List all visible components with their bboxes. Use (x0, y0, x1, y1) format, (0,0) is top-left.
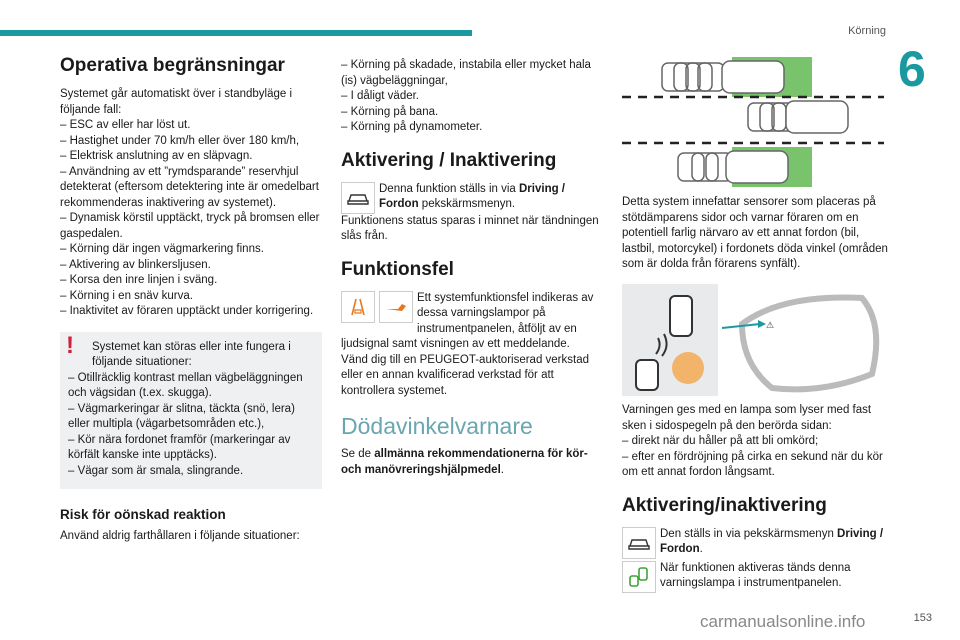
blind-spot-ref: Se de allmänna rekommendationerna för kör- och manövreringshjälpmedel. (341, 448, 588, 476)
mirror-illustration (622, 284, 884, 396)
svg-text:⚠: ⚠ (766, 320, 775, 330)
fault-title: Funktionsfel (341, 258, 454, 280)
header-accent-bar (0, 30, 472, 36)
list-item: – Korsa den inre linjen i sväng. (60, 274, 218, 286)
column-2 (341, 58, 603, 478)
list-item: – Dynamisk körstil upptäckt, tryck på bromsen eller gaspedalen. (60, 212, 320, 240)
warning-box (60, 332, 322, 490)
column-3 (622, 195, 888, 273)
list-item: – I dåligt väder. (341, 90, 419, 102)
lane-illustration (622, 55, 884, 190)
warning-intro-text: Varningen ges med en lampa som lyser med fast sken i sidospegeln på den berörda sidan: (622, 404, 872, 432)
risk-title: Risk för oönskad reaktion (60, 507, 226, 522)
blind-spot-icon (622, 561, 656, 593)
section-name: Körning (848, 25, 886, 37)
risk-text: Använd aldrig farthållaren i följande situationer: (60, 529, 300, 542)
list-item: – Användning av ett ”rymdsparande” reservhjul detekterat (eftersom detektering inte är omedelbart rekommenderas inaktivering av systemet). (60, 165, 319, 209)
list-item: – direkt när du håller på att bli omkörd; (622, 435, 819, 447)
exclamation-icon: ! (66, 331, 74, 359)
warning-intro: Systemet kan störas eller inte fungera i följande situationer: (92, 340, 291, 368)
list-item: – ESC av eller har löst ut. (60, 119, 191, 131)
list-item: – Vägar som är smala, slingrande. (68, 464, 244, 477)
activation-lamp-text: När funktionen aktiveras tänds denna varningslampa i instrumentpanelen. (660, 561, 851, 589)
activation-text: Den ställs in via pekskärmsmenyn Driving / Fordon. (660, 527, 884, 555)
list-item: – Körning där ingen vägmarkering finns. (60, 243, 264, 255)
fault-text-2: Vänd dig till en PEUGEOT-auktoriserad verkstad eller en annan kvalificerad verkstad för att kontrollera systemet. (341, 353, 590, 397)
list-item: – Inaktivitet av föraren upptäckt under korrigering. (60, 305, 314, 317)
list-item: – Kör nära fordonet framför (markeringar av körfält kanske inte upptäcks). (68, 433, 291, 461)
activation-text: Denna funktion ställs in via Driving / Fordon pekskärmsmenyn. (379, 182, 566, 210)
list-item: – Hastighet under 70 km/h eller över 180 km/h, (60, 134, 300, 147)
activation-title: Aktivering / Inaktivering (341, 149, 557, 171)
column-1 (60, 55, 322, 544)
list-item: – efter en fördröjning på cirka en sekund när du kör om ett annat fordon långsamt. (622, 450, 883, 478)
watermark: carmanualsonline.info (700, 612, 866, 631)
list-item: – Körning i en snäv kurva. (60, 289, 193, 302)
list-item: – Vägmarkeringar är slitna, täckta (snö, lera) eller multipla (vägarbetsområden etc.), (68, 402, 295, 430)
limits-intro: Systemet går automatiskt över i standbyläge i följande fall: (60, 88, 293, 116)
chapter-number: 6 (898, 41, 926, 97)
activation-status: Funktionens status sparas i minnet när tändningen slås från. (341, 214, 599, 242)
fault-text: Ett systemfunktionsfel indikeras av dessa varningslampor på instrumentpanelen, åtföljt av en ljudsignal samt visningen av ett meddelande. (341, 291, 594, 350)
list-item: – Otillräcklig kontrast mellan vägbeläggningen och vägsidan (t.ex. skugga). (68, 371, 303, 399)
car-settings-icon (341, 182, 375, 214)
lane-warning-icon (341, 291, 375, 323)
fault-icons (341, 291, 413, 323)
list-item: – Elektrisk anslutning av en släpvagn. (60, 150, 253, 162)
list-item: – Körning på skadade, instabila eller mycket hala (is) vägbeläggningar, (341, 59, 591, 87)
list-item: – Körning på dynamometer. (341, 121, 483, 133)
blind-spot-title: Dödavinkelvarnare (341, 413, 533, 439)
wrench-icon (379, 291, 413, 323)
activation-deactivation-title: Aktivering/inaktivering (622, 494, 827, 516)
page-number: 153 (913, 612, 932, 624)
car-settings-icon (622, 527, 656, 559)
list-item: – Aktivering av blinkersljusen. (60, 258, 211, 271)
list-item: – Körning på bana. (341, 105, 439, 118)
blind-spot-description: Detta system innefattar sensorer som placeras på stötdämparens sidor och varnar föraren om en potentiell farlig närvaro av ett annat fordon (bil, lastbil, motorcykel) i fordonets döda vinkel (områden som är dolda från förarens synfält). (622, 196, 888, 270)
column-3-lower (622, 403, 888, 593)
operating-limits-title: Operativa begränsningar (60, 55, 285, 76)
